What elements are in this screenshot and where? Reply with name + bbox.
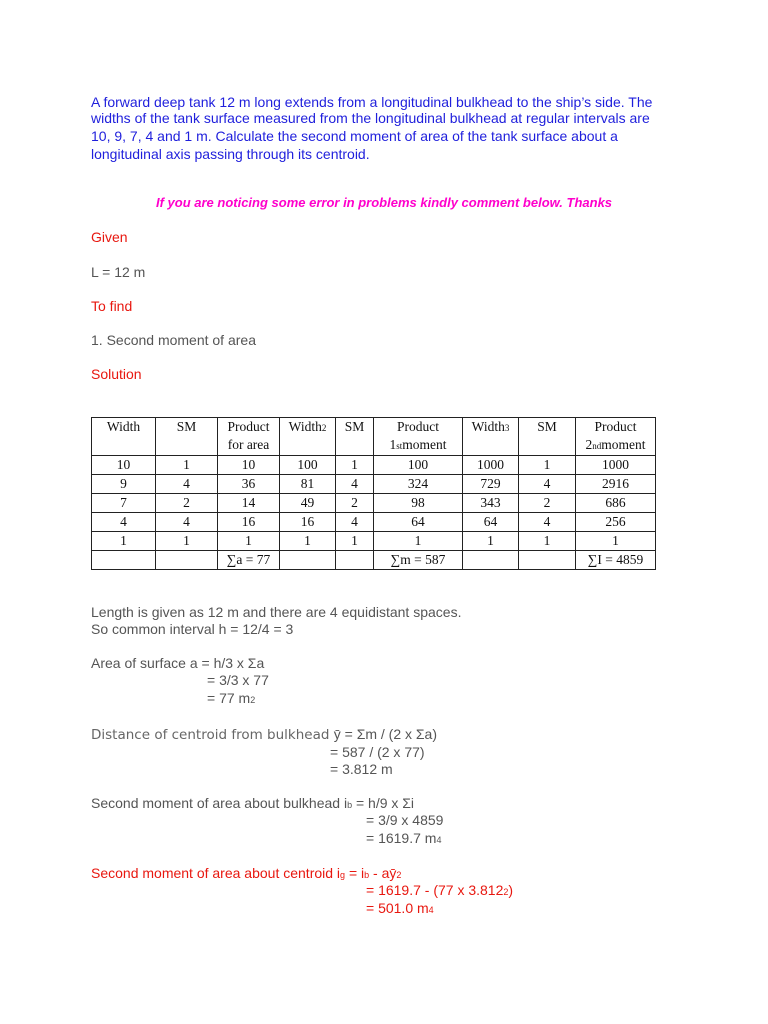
table-cell [156,551,218,570]
tofind-heading: To find [91,298,133,314]
table-cell: 686 [576,494,656,513]
total-area: ∑a = 77 [218,551,280,570]
table-cell [463,551,519,570]
table-cell [280,551,336,570]
table-cell: 1 [156,532,218,551]
table-cell: 1 [463,532,519,551]
table-cell: 729 [463,475,519,494]
table-cell: 4 [336,475,374,494]
table-cell: 1 [156,456,218,475]
table-cell: 256 [576,513,656,532]
table-cell: 1 [92,532,156,551]
ig-step: = 1619.7 - (77 x 3.8122) [366,882,514,898]
table-cell: 100 [374,456,463,475]
table-cell: 100 [280,456,336,475]
table-cell: 1 [280,532,336,551]
solution-heading: Solution [91,366,142,382]
length-line: Length is given as 12 m and there are 4 equidistant spaces. [91,604,462,620]
table-header-row [92,418,656,456]
header-product-area: Product for area [218,418,280,456]
total-first-moment: ∑m = 587 [374,551,463,570]
ib-formula: Second moment of area about bulkhead ib = h/9 x Σi [91,795,415,811]
table-cell: 1 [218,532,280,551]
table-cell: 2 [336,494,374,513]
table-cell: 14 [218,494,280,513]
table-cell: 36 [218,475,280,494]
table-cell: 10 [218,456,280,475]
centroid-formula: Distance of centroid from bulkhead ȳ = Σm / (2 x Σa) [91,726,438,743]
table-cell: 81 [280,475,336,494]
error-notice: If you are noticing some error in problems kindly comment below. Thanks [155,195,613,210]
table-cell: 7 [92,494,156,513]
table-cell: 98 [374,494,463,513]
table-cell: 4 [519,513,576,532]
ig-result: = 501.0 m4 [366,900,434,916]
table-cell: 4 [519,475,576,494]
table-cell: 1 [519,532,576,551]
problem-line-3: 10, 9, 7, 4 and 1 m. Calculate the second moment of area of the tank surface about a [91,128,618,144]
table-cell [336,551,374,570]
ig-formula: Second moment of area about centroid ig = ib - aȳ2 [91,865,402,881]
table-cell: 1 [576,532,656,551]
table-row [92,513,656,532]
table-row [92,475,656,494]
table-cell: 1 [374,532,463,551]
table-cell: 1 [336,456,374,475]
table-cell: 2 [156,494,218,513]
centroid-result: = 3.812 m [330,761,393,777]
table-row [92,456,656,475]
header-sm: SM [336,418,374,456]
table-cell: 9 [92,475,156,494]
header-width-squared: Width2 [280,418,336,456]
table-cell: 1000 [576,456,656,475]
problem-line-4: longitudinal axis passing through its centroid. [91,146,370,162]
total-second-moment: ∑I = 4859 [576,551,656,570]
table-cell: 4 [92,513,156,532]
table-cell: 4 [156,513,218,532]
table-cell: 1 [336,532,374,551]
given-heading: Given [91,229,128,245]
table-cell: 324 [374,475,463,494]
table-cell [92,551,156,570]
table-cell: 4 [336,513,374,532]
header-product-first-moment: Product 1stmoment [374,418,463,456]
table-cell: 16 [218,513,280,532]
table-cell: 16 [280,513,336,532]
centroid-step: = 587 / (2 x 77) [330,744,425,760]
header-product-second-moment: Product 2ndmoment [576,418,656,456]
table-row [92,494,656,513]
given-value: L = 12 m [91,264,146,280]
area-formula: Area of surface a = h/3 x Σa [91,655,265,671]
ib-step: = 3/9 x 4859 [366,812,444,828]
table-row [92,532,656,551]
header-width-cubed: Width3 [463,418,519,456]
table-cell: 2916 [576,475,656,494]
problem-line-1: A forward deep tank 12 m long extends from a longitudinal bulkhead to the ship’s side. The [91,94,653,110]
area-result: = 77 m2 [207,690,256,706]
table-cell: 10 [92,456,156,475]
tofind-value: 1. Second moment of area [91,332,256,348]
table-cell [519,551,576,570]
table-totals-row [92,551,656,570]
table-cell: 4 [156,475,218,494]
ib-result: = 1619.7 m4 [366,830,442,846]
area-step: = 3/3 x 77 [207,672,269,688]
interval-line: So common interval h = 12/4 = 3 [91,621,294,637]
table-cell: 1 [519,456,576,475]
table-cell: 64 [463,513,519,532]
table-cell: 1000 [463,456,519,475]
table-cell: 64 [374,513,463,532]
table-cell: 49 [280,494,336,513]
table-cell: 343 [463,494,519,513]
problem-line-2: widths of the tank surface measured from the longitudinal bulkhead at regular intervals are [91,110,650,126]
header-sm: SM [519,418,576,456]
header-width: Width [92,418,156,456]
header-sm: SM [156,418,218,456]
table-cell: 2 [519,494,576,513]
simpson-table [91,417,656,570]
